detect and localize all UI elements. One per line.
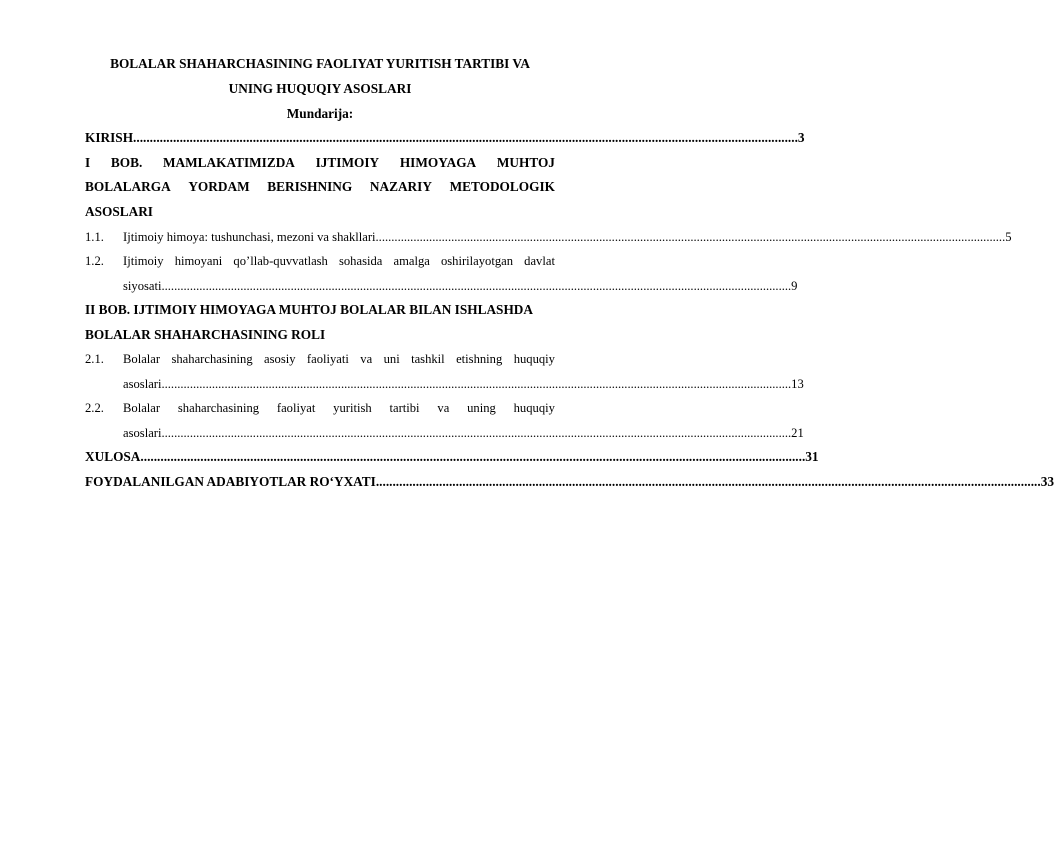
toc-entry-adabiyotlar[interactable] xyxy=(85,472,1054,492)
word: qo’llab-quvvatlash xyxy=(233,254,328,268)
toc-section-number: 1.2. xyxy=(85,254,104,268)
word: METODOLOGIK xyxy=(449,179,555,194)
toc-leader-dots: ........................................................................................................................................................................................................ xyxy=(161,377,792,391)
toc-entry-label xyxy=(123,251,555,271)
toc-section-number: 2.2. xyxy=(85,401,104,415)
word: amalga xyxy=(393,254,430,268)
toc-entry-label-cont: siyosati xyxy=(123,279,162,293)
word: asosiy xyxy=(264,352,296,366)
toc-entry-1-1[interactable] xyxy=(85,227,1012,247)
word: uning xyxy=(467,401,496,415)
toc-leader-dots: ........................................................................................................................................................................................................ xyxy=(375,474,1041,489)
toc-page-number: 3 xyxy=(797,130,805,145)
word: Bolalar xyxy=(123,401,161,415)
toc-chapter2-line2[interactable]: BOLALAR SHAHARCHASINING ROLI xyxy=(85,327,326,342)
toc-entry-2-1-cont[interactable] xyxy=(123,374,804,394)
toc-page-number: 13 xyxy=(791,377,804,391)
toc-leader-dots: ........................................................................................................................................................................................................ xyxy=(140,449,806,464)
word: etishning xyxy=(456,352,503,366)
toc-entry-label: Ijtimoiy himoya: tushunchasi, mezoni va shakllari xyxy=(123,230,376,244)
toc-entry-label xyxy=(123,349,555,369)
word: sohasida xyxy=(338,254,383,268)
word: HIMOYAGA xyxy=(399,155,477,170)
toc-entry-label xyxy=(123,398,555,418)
contents-heading: Mundarija: xyxy=(286,106,354,121)
word: BOB. xyxy=(110,155,143,170)
word: YORDAM xyxy=(188,179,250,194)
word: uni xyxy=(383,352,400,366)
toc-leader-dots: ........................................................................................................................................................................................................ xyxy=(161,426,792,440)
word: huquqiy xyxy=(513,352,555,366)
word: va xyxy=(437,401,450,415)
toc-leader-dots: ........................................................................................................................................................................................................ xyxy=(161,279,792,293)
toc-chapter1-line3[interactable]: ASOSLARI xyxy=(85,204,153,219)
toc-leader-dots: ........................................................................................................................................................................................................ xyxy=(375,230,1006,244)
document-title-line2: UNING HUQUQIY ASOSLARI xyxy=(228,81,412,96)
toc-entry-2-1[interactable] xyxy=(85,349,555,369)
word: tartibi xyxy=(389,401,420,415)
toc-chapter1-line1[interactable] xyxy=(85,153,555,173)
document-title-line1: BOLALAR SHAHARCHASINING FAOLIYAT YURITISH TARTIBI VA xyxy=(110,56,530,71)
toc-entry-2-2[interactable] xyxy=(85,398,555,418)
word: I xyxy=(85,155,91,170)
toc-entry-1-2[interactable] xyxy=(85,251,555,271)
toc-entry-kirish[interactable] xyxy=(85,128,805,148)
word: MUHTOJ xyxy=(496,155,555,170)
toc-page-number: 21 xyxy=(791,426,804,440)
toc-page-number: 33 xyxy=(1040,474,1054,489)
word: BOLALARGA xyxy=(85,179,171,194)
toc-entry-label-cont: asoslari xyxy=(123,377,162,391)
word: yuritish xyxy=(333,401,372,415)
word: tashkil xyxy=(411,352,445,366)
word: davlat xyxy=(524,254,555,268)
toc-page-number: 31 xyxy=(805,449,819,464)
word: huquqiy xyxy=(513,401,555,415)
toc-chapter2-line1[interactable]: II BOB. IJTIMOIY HIMOYAGA MUHTOJ BOLALAR BILAN ISHLASHDA xyxy=(85,302,533,317)
word: BERISHNING xyxy=(267,179,353,194)
word: MAMLAKATIMIZDA xyxy=(162,155,295,170)
toc-entry-2-2-cont[interactable] xyxy=(123,423,804,443)
toc-page-number: 5 xyxy=(1005,230,1012,244)
toc-section-number: 1.1. xyxy=(85,230,104,244)
toc-entry-label: FOYDALANILGAN ADABIYOTLAR RO‘YXATI xyxy=(85,474,376,489)
word: Bolalar xyxy=(123,352,161,366)
word: oshirilayotgan xyxy=(440,254,514,268)
toc-page-number: 9 xyxy=(791,279,798,293)
toc-entry-xulosa[interactable] xyxy=(85,447,819,467)
word: faoliyati xyxy=(306,352,349,366)
toc-entry-label-cont: asoslari xyxy=(123,426,162,440)
word: NAZARIY xyxy=(369,179,432,194)
word: va xyxy=(360,352,373,366)
toc-leader-dots: ........................................................................................................................................................................................................ xyxy=(133,130,798,145)
word: Ijtimoiy xyxy=(123,254,164,268)
word: shaharchasining xyxy=(171,352,253,366)
word: faoliyat xyxy=(276,401,316,415)
word: himoyani xyxy=(174,254,223,268)
word: IJTIMOIY xyxy=(315,155,380,170)
toc-entry-label: KIRISH xyxy=(85,130,134,145)
toc-section-number: 2.1. xyxy=(85,352,104,366)
toc-entry-1-2-cont[interactable] xyxy=(123,276,798,296)
toc-chapter1-line2[interactable] xyxy=(85,177,555,197)
toc-entry-label: XULOSA xyxy=(85,449,141,464)
word: shaharchasining xyxy=(177,401,260,415)
